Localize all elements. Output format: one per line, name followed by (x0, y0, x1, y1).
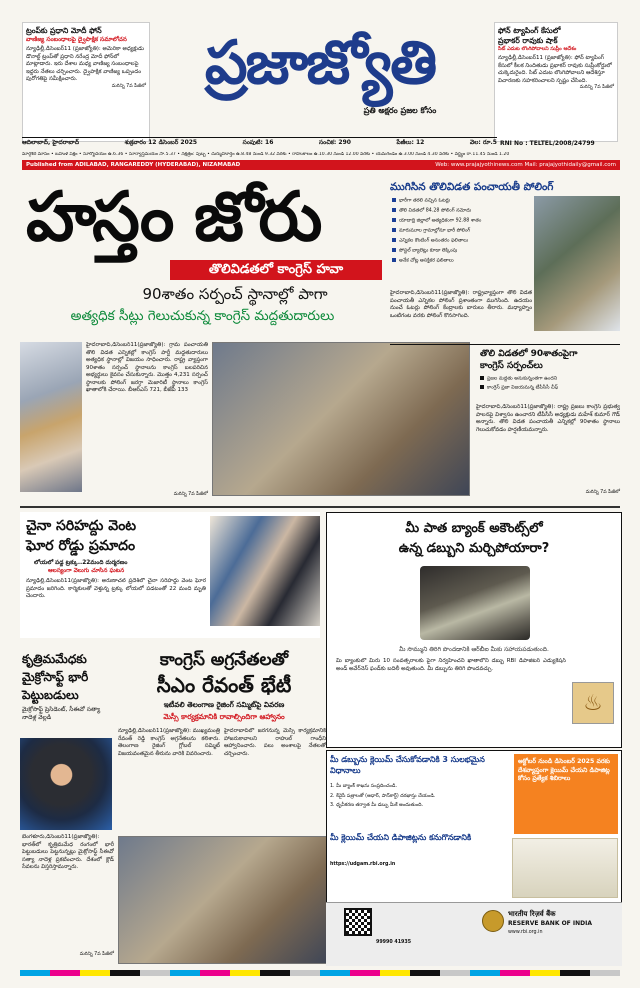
dateline (22, 139, 497, 149)
bullet-icon (392, 228, 396, 232)
ad-step: 1. మీ బ్యాంక్ శాఖను సంప్రదించండి. (330, 784, 397, 789)
left-body: న్యూఢిల్లీ,డిసెంబర్11 (ప్రజాజ్యోతి): అమెరికా అధ్యక్షుడు డొనాల్డ్ ట్రంప్‌తో ప్రధాని నరేంద్ర మోదీ ఫోన్‌లో మాట్లాడారు. ఇరు దేశాల మధ్య వాణిజ్య సంబంధాలపై ఇద్దరు నేతలు చర్చించారు. ద్వైపాక్షిక వాణిజ్య ఒప్పందం పురోగతిపై సమీక్షించారు. (26, 46, 144, 82)
tagline: ప్రతి అక్షరం ప్రజల కోసం (363, 106, 437, 115)
sidebar-rule (390, 344, 620, 345)
dateline-price: వెల: రూ.5 (469, 139, 497, 146)
china-photo (210, 516, 320, 626)
ms-body: బెంగళూరు,డిసెంబర్11(ప్రజాజ్యోతి): భారత్‌లో కృత్రిమమేధ రంగంలో భారీ పెట్టుబడులు పెట్టనున్నట్లు మైక్రోసాఫ్ట్ సీఈవో సత్యా నాదెళ్ల ప్రకటించారు. దేశంలో క్లౌడ్ సేవలను విస్తరిస్తామన్నారు. (22, 834, 114, 870)
ms-head: కృత్రిమమేధకు మైక్రోసాఫ్ట్ భారీ పెట్టుబడులు (22, 652, 89, 702)
cm-head2: సీఎం రేవంత్ భేటీ (156, 673, 292, 697)
rbi-url: www.rbi.org.in (508, 930, 543, 935)
ad-head2: ఉన్న డబ్బుని మర్చిపోయారా? (398, 541, 550, 556)
ad-caption: మీ సొమ్ముని తిరిగి పొందడానికి ఆర్‌బీఐ మీకు సహాయపడుతుంది. (399, 646, 549, 653)
bullet-icon (392, 208, 396, 212)
lead-photo-left (20, 342, 82, 492)
ms-sub: మైక్రోసాఫ్ట్ ప్రెసిడెంట్, సీఈవో సత్యా నాదెళ్ల వెల్లడి (22, 706, 101, 721)
sidebar-head2b: కాంగ్రెస్ సర్పంచ్‌లు (480, 361, 543, 371)
ad-head1: మీ పాత బ్యాంక్ అకౌంట్స్‌లో (405, 521, 543, 536)
china-head2: ఘోర రోడ్డు ప్రమాదం (26, 538, 136, 554)
cm-photo (118, 836, 328, 964)
ms-sig: మరిన్ని 7వ పేజీలో (79, 952, 114, 957)
left-subhead: వాణిజ్య సంబంధాలపై ద్వైపాక్షిక సమాలోచన (26, 36, 127, 43)
ad-steps (330, 784, 508, 810)
ad-step: 2. కేవైసీ పత్రాలతో (ఆధార్, పాన్‌కార్డ్) దరఖాస్తు చేయండి. (330, 793, 436, 799)
ad-url: https://udgam.rbi.org.in (330, 862, 396, 867)
color-registration-strip (20, 970, 620, 976)
lead-sub2: అత్యధిక సీట్లు గెలుచుకున్న కాంగ్రెస్ మద్దతుదారులు (70, 308, 335, 324)
dateline-place: ఆదిలాబాద్, హైదరాబాద్ (22, 139, 80, 146)
right-sig: మరిన్ని 7వ పేజీలో (579, 85, 614, 90)
lead-body: హైదరాబాద్,డిసెంబర్11(ప్రజాజ్యోతి): గ్రామ పంచాయతీ తొలి విడత ఎన్నికల్లో కాంగ్రెస్ పార్టీ మద్దతుదారులు అత్యధిక స్థానాల్లో విజయం సాధించారు. రాష్ట్ర వ్యాప్తంగా 90శాతం సర్పంచ్ స్థానాలను కాంగ్రెస్ బలపరిచిన అభ్యర్థులు కైవసం చేసుకున్నారు. మొత్తం 4,231 సర్పంచ్ స్థానాలకు పోలింగ్ జరగ్గా మెజారిటీ స్థానాలు కాంగ్రెస్ ఖాతాలోకి చేరాయి. బీఆర్ఎస్ 721, బీజేపీ 133 (86, 342, 208, 393)
sidebar-head2a: తొలి విడతలో 90శాతంపైగా (480, 349, 578, 359)
ad-mascot (512, 838, 618, 898)
sidebar-bullets2 (480, 376, 620, 392)
sidebar-bullets (392, 198, 532, 268)
cm-col1: న్యూఢిల్లీ,డిసెంబర్11(ప్రజాజ్యోతి): ముఖ్యమంత్రి రేవంత్ రెడ్డి కాంగ్రెస్ అగ్రనేతలను కలిశారు. తెలంగాణ రైజింగ్ గ్లోబల్ సమ్మిట్ విజయవంతమైన తీరును వారికి వివరించారు. (118, 728, 220, 757)
sidebar-body: హైదరాబాద్,డిసెంబర్11(ప్రజాజ్యోతి): రాష్ట్రవ్యాప్తంగా తొలి విడత పంచాయతీ ఎన్నికల పోలింగ్ ప్రశాంతంగా ముగిసింది. ఉదయం నుంచే ఓటర్లు పోలింగ్ కేంద్రాలకు బారులు తీరారు. మధ్యాహ్నం ఒంటిగంట వరకు పోలింగ్ కొనసాగింది. (390, 290, 532, 319)
bullet-icon (480, 385, 484, 389)
china-bullet2: ఆలస్యంగా వెలుగు చూసిన ఘటన (48, 568, 125, 574)
china-head1: చైనా సరిహద్దు వెంట (26, 518, 137, 534)
sidebar-bullet: మారుమూల గ్రామాల్లోనూ భారీ పోలింగ్ (392, 228, 532, 235)
ad-cash-image (420, 566, 530, 640)
sidebar-bullet: ప్రజల మద్దతు అనుకున్నంతగా ఉందని (480, 376, 620, 383)
ad-steps-head: మీ డబ్బును క్లెయిమ్ చేసుకోవడానికి 3 సులభమైన విధానాలు (330, 755, 485, 775)
right-headline: ఫోన్ ట్యాపింగ్ కేసులో (498, 26, 561, 35)
dateline-volume: సంపుటి: 16 (242, 139, 274, 146)
sidebar-photo (534, 196, 620, 331)
published-bar (22, 160, 620, 170)
ad-lamp-icon (572, 682, 614, 724)
cm-sub1: ఇటీవలి తెలంగాణ రైజింగ్ సమ్మిట్‌పై వివరణ (163, 700, 285, 709)
dateline-date: శుక్రవారం 12 డిసెంబర్ 2025 (124, 139, 198, 146)
left-headline: ట్రంప్‌కు ప్రధాని మోదీ ఫోన్ (26, 26, 102, 35)
bullet-icon (392, 198, 396, 202)
bullet-icon (480, 376, 484, 380)
panchangam: మార్గశిర మాసం • బహుళ పక్షం • సూర్యోదయం ఉ.6.36 • సూర్యాస్తమయం సా.5.37 • నక్షత్రం: పుబ్బ • దుర్ముహూర్తం ఉ.8.48 నుండి 9.32 వరకు • రాహుకాలం ఉ.10.30 నుండి 12.00 వరకు • యమగండం ఉ.3.00 నుండి 4.30 వరకు • వర్జ్యం రా.11.45 నుండి 1.20 (22, 152, 510, 157)
right-subhead-2: సిట్ ఎదుట లొంగిపోవాలని సుప్రీం ఆదేశం (498, 46, 577, 52)
section-rule (20, 506, 620, 508)
masthead-left-box (22, 22, 150, 142)
ad-step: 3. ధృవీకరణ తర్వాత మీ డబ్బు మీకే అందుతుంది. (330, 803, 424, 808)
rni: RNI No : TELTEL/2008/24799 (500, 140, 595, 147)
sidebar-bullet: ఎన్నికల కౌంటింగ్ అనంతరం ఫలితాలు (392, 238, 532, 245)
sidebar-body2: హైదరాబాద్,డిసెంబర్11(ప్రజాజ్యోతి): రాష్ట్ర ప్రజలు కాంగ్రెస్ ప్రభుత్వ పాలనపై విశ్వాసం ఉంచారని టీపీసీసీ అధ్యక్షుడు మహేశ్ కుమార్ గౌడ్ అన్నారు. తొలి విడత పంచాయతీ ఎన్నికల్లో 90శాతం స్థానాలు గెలుచుకోవడం హర్షణీయమన్నారు. (476, 404, 620, 433)
china-bullet1: లోయలో పడ్డ ట్రక్కు..22మంది దుర్మరణం (34, 560, 128, 566)
qr-code (344, 908, 372, 936)
ad-phone: 99990 41935 (376, 940, 412, 945)
dateline-issue: సంచిక: 290 (318, 139, 351, 146)
sidebar-headline: ముగిసిన తొలివిడత పంచాయతీ పోలింగ్ (390, 181, 554, 193)
published-from: Published from ADILABAD, RANGAREDDY (HYDERABAD), NIZAMABAD (26, 162, 241, 168)
masthead-right-box (494, 22, 618, 142)
sidebar-bullet: పోస్టల్ బ్యాలెట్లు కూడా లెక్కింపు (392, 248, 532, 255)
lead-sig: మరిన్ని 7వ పేజీలో (173, 492, 208, 497)
sidebar-bullet: తొలి విడతలో 84.28 పోలింగ్ నమోదు (392, 208, 532, 215)
ad-claim-head: మీ క్లెయిమ్ చేయని డిపాజిట్లను కనుగొనడానికి (330, 833, 472, 842)
sidebar-bullet: అనేక చోట్ల ఆసక్తికర ఫలితాలు (392, 258, 532, 265)
rbi-name-hi: भारतीय रिज़र्व बैंक (508, 910, 556, 918)
ad-orange-box (514, 754, 618, 834)
sidebar-bullet: భారీగా తరలి వచ్చిన ఓటర్లు (392, 198, 532, 205)
dateline-rule-top (22, 137, 497, 138)
lead-photo-main (212, 342, 470, 496)
lead-headline: హస్తం జోరు (26, 177, 321, 257)
bullet-icon (392, 218, 396, 222)
ad-orange-text: అక్టోబర్ నుండి డిసెంబర్ 2025 వరకు దేశవ్యాప్తంగా క్లెయిమ్ చేయని డిపాజిట్ల కోసం ప్రత్యేక శిబిరాలు (518, 758, 610, 782)
website: Web: www.prajajyothinews.com Mail: prajajyothidaily@gmail.com (435, 162, 616, 168)
lead-red-bar (170, 260, 382, 280)
cm-col2: హైదరాబాద్‌లో జరగనున్న మెస్సీ కార్యక్రమానికి హాజరుకావాలని రాహుల్ గాంధీని ఆహ్వానించారు. పలు అంశాలపై నేతలతో చర్చించారు. (224, 728, 326, 757)
right-body: న్యూఢిల్లీ,డిసెంబర్11 (ప్రజాజ్యోతి): ఫోన్ ట్యాపింగ్ కేసులో కీలక నిందితుడు ప్రభాకర్ రావుకు సుప్రీంకోర్టులో చుక్కెదురైంది. సిట్ ఎదుట లొంగిపోవాలని ఆదేశిస్తూ విచారణకు సహకరించాలని స్పష్టం చేసింది. (498, 55, 612, 84)
rbi-name-en: RESERVE BANK OF INDIA (508, 920, 592, 927)
right-subhead: ప్రభాకర్ రావుకు షాక్ (498, 36, 558, 45)
china-body: న్యూఢిల్లీ,డిసెంబర్11(ప్రజాజ్యోతి): అరుణాచల్ ప్రదేశ్‌లో చైనా సరిహద్దు వెంట ఘోర ప్రమాదం జరిగింది. కార్మికులతో వెళ్తున్న ట్రక్కు లోయలో పడటంతో 22 మంది మృతి చెందారు. (26, 578, 206, 599)
cm-sub2: మెస్సీ కార్యక్రమానికి రావాల్సిందిగా ఆహ్వానం (163, 712, 285, 721)
dateline-pages: పేజీలు: 12 (396, 139, 425, 146)
lead-red-bar-text: తొలివిడతలో కాంగ్రెస్ హవా (208, 262, 344, 277)
sidebar-sig2: మరిన్ని 7వ పేజీలో (585, 490, 620, 495)
bullet-icon (392, 238, 396, 242)
logo: ప్రజాజ్యోతి (204, 28, 436, 98)
bullet-icon (392, 258, 396, 262)
ad-para: మీ బ్యాంకులో మీరు 10 సంవత్సరాలకు పైగా నిర్వహించని ఖాతాలోని డబ్బు RBI డిపాజిటర్ ఎడ్యుకేషన్ అండ్ అవేర్‌నెస్ ఫండ్‌కు బదిలీ అవుతుంది. మీ డబ్బును తిరిగి పొందవచ్చు. (336, 658, 566, 672)
cm-head1: కాంగ్రెస్ అగ్రనేతలతో (159, 650, 289, 670)
left-sig: మరిన్ని 7వ పేజీలో (111, 83, 146, 89)
lamp-icon: ♨ (583, 691, 603, 716)
lead-sub1: 90శాతం సర్పంచ్ స్థానాల్లో పాగా (142, 285, 328, 303)
sidebar-bullet: యాదాద్రి జిల్లాలో అత్యధికంగా 92.88 శాతం (392, 218, 532, 225)
sidebar-bullet: కాంగ్రెస్ ప్రజా విజయమన్న టీపీసీసీ చీఫ్ (480, 385, 620, 392)
ms-photo (20, 738, 112, 830)
rbi-logo (482, 910, 504, 932)
bullet-icon (392, 248, 396, 252)
